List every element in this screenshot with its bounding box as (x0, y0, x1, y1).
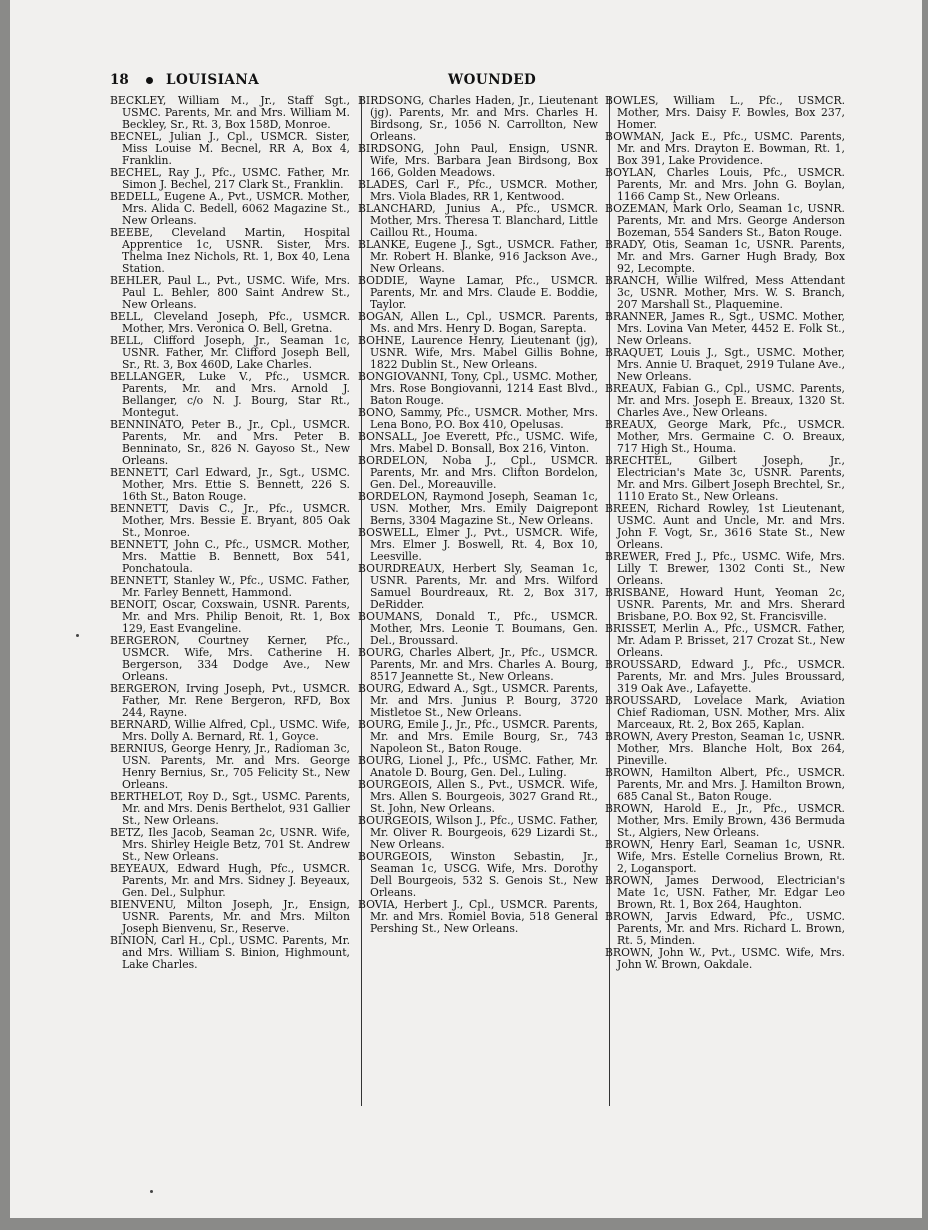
casualty-entry: BOURG, Charles Albert, Jr., Pfc., USMCR. Parents, Mr. and Mrs. Charles A. Bourg, 8517 Jeannette St., New Orleans. (358, 646, 598, 683)
paper-speck (76, 634, 79, 637)
casualty-entry: BENNINATO, Peter B., Jr., Cpl., USMCR. Parents, Mr. and Mrs. Peter B. Benninato, Sr., 826 N. Gayoso St., New Orleans. (110, 418, 350, 467)
casualty-entry: BELLANGER, Luke V., Pfc., USMCR. Parents, Mr. and Mrs. Arnold J. Bellanger, c/o N. J. Bourg, Star Rt., Montegut. (110, 370, 350, 419)
casualty-entry: BETZ, Iles Jacob, Seaman 2c, USNR. Wife, Mrs. Shirley Heigle Betz, 701 St. Andrew St., New Orleans. (110, 826, 350, 863)
casualty-entry: BROWN, Henry Earl, Seaman 1c, USNR. Wife, Mrs. Estelle Cornelius Brown, Rt. 2, Logansport. (605, 838, 845, 875)
casualty-entry: BENNETT, Stanley W., Pfc., USMC. Father, Mr. Farley Bennett, Hammond. (110, 574, 350, 599)
casualty-entry: BOZEMAN, Mark Orlo, Seaman 1c, USNR. Parents, Mr. and Mrs. George Anderson Bozeman, 554 Sanders St., Baton Rouge. (605, 202, 845, 239)
casualty-entry: BENOIT, Oscar, Coxswain, USNR. Parents, Mr. and Mrs. Philip Benoit, Rt. 1, Box 129, East Evangeline. (110, 598, 350, 635)
casualty-entry: BONGIOVANNI, Tony, Cpl., USMC. Mother, Mrs. Rose Bongiovanni, 1214 East Blvd., Baton Rouge. (358, 370, 598, 407)
casualty-entry: BROUSSARD, Lovelace Mark, Aviation Chief Radioman, USN. Mother, Mrs. Alix Marceaux, Rt. 2, Box 265, Kaplan. (605, 694, 845, 731)
casualty-entry: BOURGEOIS, Wilson J., Pfc., USMC. Father, Mr. Oliver R. Bourgeois, 629 Lizardi St., New Orleans. (358, 814, 598, 851)
casualty-entry: BROWN, James Derwood, Electrician's Mate 1c, USN. Father, Mr. Edgar Leo Brown, Rt. 1, Box 264, Haughton. (605, 874, 845, 911)
page-number: 18 (110, 72, 129, 88)
casualty-entry: BEEBE, Cleveland Martin, Hospital Apprentice 1c, USNR. Sister, Mrs. Thelma Inez Nichols, Rt. 1, Box 40, Lena Station. (110, 226, 350, 275)
column-3 (605, 95, 845, 971)
casualty-entry: BOSWELL, Elmer J., Pvt., USMCR. Wife, Mrs. Elmer J. Boswell, Rt. 4, Box 10, Leesville. (358, 526, 598, 563)
casualty-entry: BIRDSONG, Charles Haden, Jr., Lieutenant (jg). Parents, Mr. and Mrs. Charles H. Birdsong, Sr., 1056 N. Carrollton, New Orleans. (358, 94, 598, 143)
column-2 (358, 95, 598, 935)
casualty-entry: BREAUX, Fabian G., Cpl., USMC. Parents, Mr. and Mrs. Joseph E. Breaux, 1320 St. Charles Ave., New Orleans. (605, 382, 845, 419)
casualty-entry: BOURGEOIS, Winston Sebastin, Jr., Seaman 1c, USCG. Wife, Mrs. Dorothy Dell Bourgeois, 532 S. Genois St., New Orleans. (358, 850, 598, 899)
casualty-entry: BOHNE, Laurence Henry, Lieutenant (jg), USNR. Wife, Mrs. Mabel Gillis Bohne, 1822 Dublin St., New Orleans. (358, 334, 598, 371)
casualty-entry: BOYLAN, Charles Louis, Pfc., USMCR. Parents, Mr. and Mrs. John G. Boylan, 1166 Camp St., New Orleans. (605, 166, 845, 203)
casualty-entry: BOURDREAUX, Herbert Sly, Seaman 1c, USNR. Parents, Mr. and Mrs. Wilford Samuel Bourdreaux, Rt. 2, Box 317, DeRidder. (358, 562, 598, 611)
casualty-entry: BECHEL, Ray J., Pfc., USMC. Father, Mr. Simon J. Bechel, 217 Clark St., Franklin. (110, 166, 350, 191)
casualty-entry: BIENVENU, Milton Joseph, Jr., Ensign, USNR. Parents, Mr. and Mrs. Milton Joseph Bienvenu, Sr., Reserve. (110, 898, 350, 935)
casualty-entry: BLANCHARD, Junius A., Pfc., USMCR. Mother, Mrs. Theresa T. Blanchard, Little Caillou Rt., Houma. (358, 202, 598, 239)
casualty-entry: BENNETT, Carl Edward, Jr., Sgt., USMC. Mother, Mrs. Ettie S. Bennett, 226 S. 16th St., Baton Rouge. (110, 466, 350, 503)
casualty-entry: BREAUX, George Mark, Pfc., USMCR. Mother, Mrs. Germaine C. O. Breaux, 717 High St., Houma. (605, 418, 845, 455)
casualty-entry: BOWLES, William L., Pfc., USMCR. Mother, Mrs. Daisy F. Bowles, Box 237, Homer. (605, 94, 845, 131)
casualty-entry: BLADES, Carl F., Pfc., USMCR. Mother, Mrs. Viola Blades, RR 1, Kentwood. (358, 178, 598, 203)
casualty-entry: BRISSET, Merlin A., Pfc., USMCR. Father, Mr. Adam P. Brisset, 217 Crozat St., New Orleans. (605, 622, 845, 659)
casualty-entry: BROUSSARD, Edward J., Pfc., USMCR. Parents, Mr. and Mrs. Jules Broussard, 319 Oak Ave., Lafayette. (605, 658, 845, 695)
casualty-entry: BODDIE, Wayne Lamar, Pfc., USMCR. Parents, Mr. and Mrs. Claude E. Boddie, Taylor. (358, 274, 598, 311)
casualty-entry: BRECHTEL, Gilbert Joseph, Jr., Electrician's Mate 3c, USNR. Parents, Mr. and Mrs. Gilbert Joseph Brechtel, Sr., 1110 Erato St., New Orleans. (605, 454, 845, 503)
casualty-entry: BELL, Clifford Joseph, Jr., Seaman 1c, USNR. Father, Mr. Clifford Joseph Bell, Sr., Rt. 3, Box 460D, Lake Charles. (110, 334, 350, 371)
casualty-entry: BROWN, John W., Pvt., USMC. Wife, Mrs. John W. Brown, Oakdale. (605, 946, 845, 971)
state-title: LOUISIANA (166, 72, 260, 88)
casualty-entry: BRAQUET, Louis J., Sgt., USMC. Mother, Mrs. Annie U. Braquet, 2919 Tulane Ave., New Orleans. (605, 346, 846, 383)
casualty-entry: BOWMAN, Jack E., Pfc., USMC. Parents, Mr. and Mrs. Drayton E. Bowman, Rt. 1, Box 391, Lake Providence. (605, 130, 845, 167)
casualty-entry: BERNIUS, George Henry, Jr., Radioman 3c, USN. Parents, Mr. and Mrs. George Henry Bernius, Sr., 705 Felicity St., New Orleans. (110, 742, 350, 791)
casualty-entry: BENNETT, Davis C., Jr., Pfc., USMCR. Mother, Mrs. Bessie E. Bryant, 805 Oak St., Monroe. (110, 502, 350, 539)
casualty-entry: BORDELON, Raymond Joseph, Seaman 1c, USN. Mother, Mrs. Emily Daigrepont Berns, 3304 Magazine St., New Orleans. (358, 490, 598, 527)
casualty-entry: BROWN, Jarvis Edward, Pfc., USMC. Parents, Mr. and Mrs. Richard L. Brown, Rt. 5, Minden. (605, 910, 845, 947)
casualty-entry: BROWN, Harold E., Jr., Pfc., USMCR. Mother, Mrs. Emily Brown, 436 Bermuda St., Algiers, New Orleans. (605, 802, 845, 839)
casualty-entry: BORDELON, Noba J., Cpl., USMCR. Parents, Mr. and Mrs. Clifton Bordelon, Gen. Del., Moreauville. (358, 454, 598, 491)
casualty-entry: BREEN, Richard Rowley, 1st Lieutenant, USMC. Aunt and Uncle, Mr. and Mrs. John F. Vogt, Sr., 3616 State St., New Orleans. (605, 502, 845, 551)
casualty-entry: BREWER, Fred J., Pfc., USMC. Wife, Mrs. Lilly T. Brewer, 1302 Conti St., New Orleans. (605, 550, 845, 587)
casualty-entry: BECNEL, Julian J., Cpl., USMCR. Sister, Miss Louise M. Becnel, RR A, Box 4, Franklin. (110, 130, 350, 167)
casualty-entry: BOUMANS, Donald T., Pfc., USMCR. Mother, Mrs. Leonie T. Boumans, Gen. Del., Broussard. (358, 610, 598, 647)
page-header (110, 72, 850, 90)
casualty-entry: BEYEAUX, Edward Hugh, Pfc., USMCR. Parents, Mr. and Mrs. Sidney J. Beyeaux, Gen. Del., Sulphur. (110, 862, 350, 899)
casualty-entry: BERGERON, Irving Joseph, Pvt., USMCR. Father, Mr. Rene Bergeron, RFD, Box 244, Rayne. (110, 682, 350, 719)
casualty-entry: BECKLEY, William M., Jr., Staff Sgt., USMC. Parents, Mr. and Mrs. William M. Beckley, Sr., Rt. 3, Box 158D, Monroe. (110, 94, 350, 131)
paper-speck (150, 1190, 153, 1193)
casualty-entry: BOVIA, Herbert J., Cpl., USMCR. Parents, Mr. and Mrs. Romiel Bovia, 518 General Pershing St., New Orleans. (358, 898, 598, 935)
casualty-entry: BERTHELOT, Roy D., Sgt., USMC. Parents, Mr. and Mrs. Denis Berthelot, 931 Gallier St., New Orleans. (110, 790, 351, 827)
casualty-entry: BEDELL, Eugene A., Pvt., USMCR. Mother, Mrs. Alida C. Bedell, 6062 Magazine St., New Orleans. (110, 190, 350, 227)
casualty-entry: BINION, Carl H., Cpl., USMC. Parents, Mr. and Mrs. William S. Binion, Highmount, Lake Charles. (110, 934, 350, 971)
casualty-entry: BRANCH, Willie Wilfred, Mess Attendant 3c, USNR. Mother, Mrs. W. S. Branch, 207 Marshall St., Plaquemine. (605, 274, 845, 311)
casualty-entry: BONO, Sammy, Pfc., USMCR. Mother, Mrs. Lena Bono, P.O. Box 410, Opelusas. (358, 406, 598, 431)
casualty-entry: BIRDSONG, John Paul, Ensign, USNR. Wife, Mrs. Barbara Jean Birdsong, Box 166, Golden Meadows. (358, 142, 598, 179)
casualty-entry: BRANNER, James R., Sgt., USMC. Mother, Mrs. Lovina Van Meter, 4452 E. Folk St., New Orleans. (605, 310, 845, 347)
bullet-icon (146, 77, 153, 84)
casualty-entry: BOURG, Emile J., Jr., Pfc., USMCR. Parents, Mr. and Mrs. Emile Bourg, Sr., 743 Napoleon St., Baton Rouge. (358, 718, 598, 755)
column-1 (110, 95, 350, 971)
casualty-entry: BERNARD, Willie Alfred, Cpl., USMC. Wife, Mrs. Dolly A. Bernard, Rt. 1, Goyce. (110, 718, 350, 743)
casualty-entry: BOURGEOIS, Allen S., Pvt., USMCR. Wife, Mrs. Allen S. Bourgeois, 3027 Grand Rt., St. John, New Orleans. (358, 778, 598, 815)
casualty-entry: BROWN, Avery Preston, Seaman 1c, USNR. Mother, Mrs. Blanche Holt, Box 264, Pineville. (605, 730, 845, 767)
casualty-entry: BLANKE, Eugene J., Sgt., USMCR. Father, Mr. Robert H. Blanke, 916 Jackson Ave., New Orleans. (358, 238, 598, 275)
casualty-entry: BRADY, Otis, Seaman 1c, USNR. Parents, Mr. and Mrs. Garner Hugh Brady, Box 92, Lecompte. (605, 238, 845, 275)
casualty-entry: BERGERON, Courtney Kerner, Pfc., USMCR. Wife, Mrs. Catherine H. Bergerson, 334 Dodge Ave., New Orleans. (110, 634, 350, 683)
casualty-entry: BROWN, Hamilton Albert, Pfc., USMCR. Parents, Mr. and Mrs. J. Hamilton Brown, 685 Canal St., Baton Rouge. (605, 766, 845, 803)
casualty-entry: BOURG, Lionel J., Pfc., USMC. Father, Mr. Anatole D. Bourg, Gen. Del., Luling. (358, 754, 598, 779)
casualty-entry: BELL, Cleveland Joseph, Pfc., USMCR. Mother, Mrs. Veronica O. Bell, Gretna. (110, 310, 350, 335)
section-title: WOUNDED (448, 72, 537, 88)
casualty-entry: BONSALL, Joe Everett, Pfc., USMC. Wife, Mrs. Mabel D. Bonsall, Box 216, Vinton. (358, 430, 598, 455)
casualty-entry: BENNETT, John C., Pfc., USMCR. Mother, Mrs. Mattie B. Bennett, Box 541, Ponchatoula. (110, 538, 350, 575)
casualty-entry: BOURG, Edward A., Sgt., USMCR. Parents, Mr. and Mrs. Junius P. Bourg, 3720 Mistletoe St., New Orleans. (358, 682, 598, 719)
casualty-entry: BOGAN, Allen L., Cpl., USMCR. Parents, Ms. and Mrs. Henry D. Bogan, Sarepta. (358, 310, 598, 335)
casualty-entry: BRISBANE, Howard Hunt, Yeoman 2c, USNR. Parents, Mr. and Mrs. Sherard Brisbane, P.O. Box 92, St. Francisville. (605, 586, 845, 623)
casualty-entry: BEHLER, Paul L., Pvt., USMC. Wife, Mrs. Paul L. Behler, 800 Saint Andrew St., New Orleans. (110, 274, 350, 311)
